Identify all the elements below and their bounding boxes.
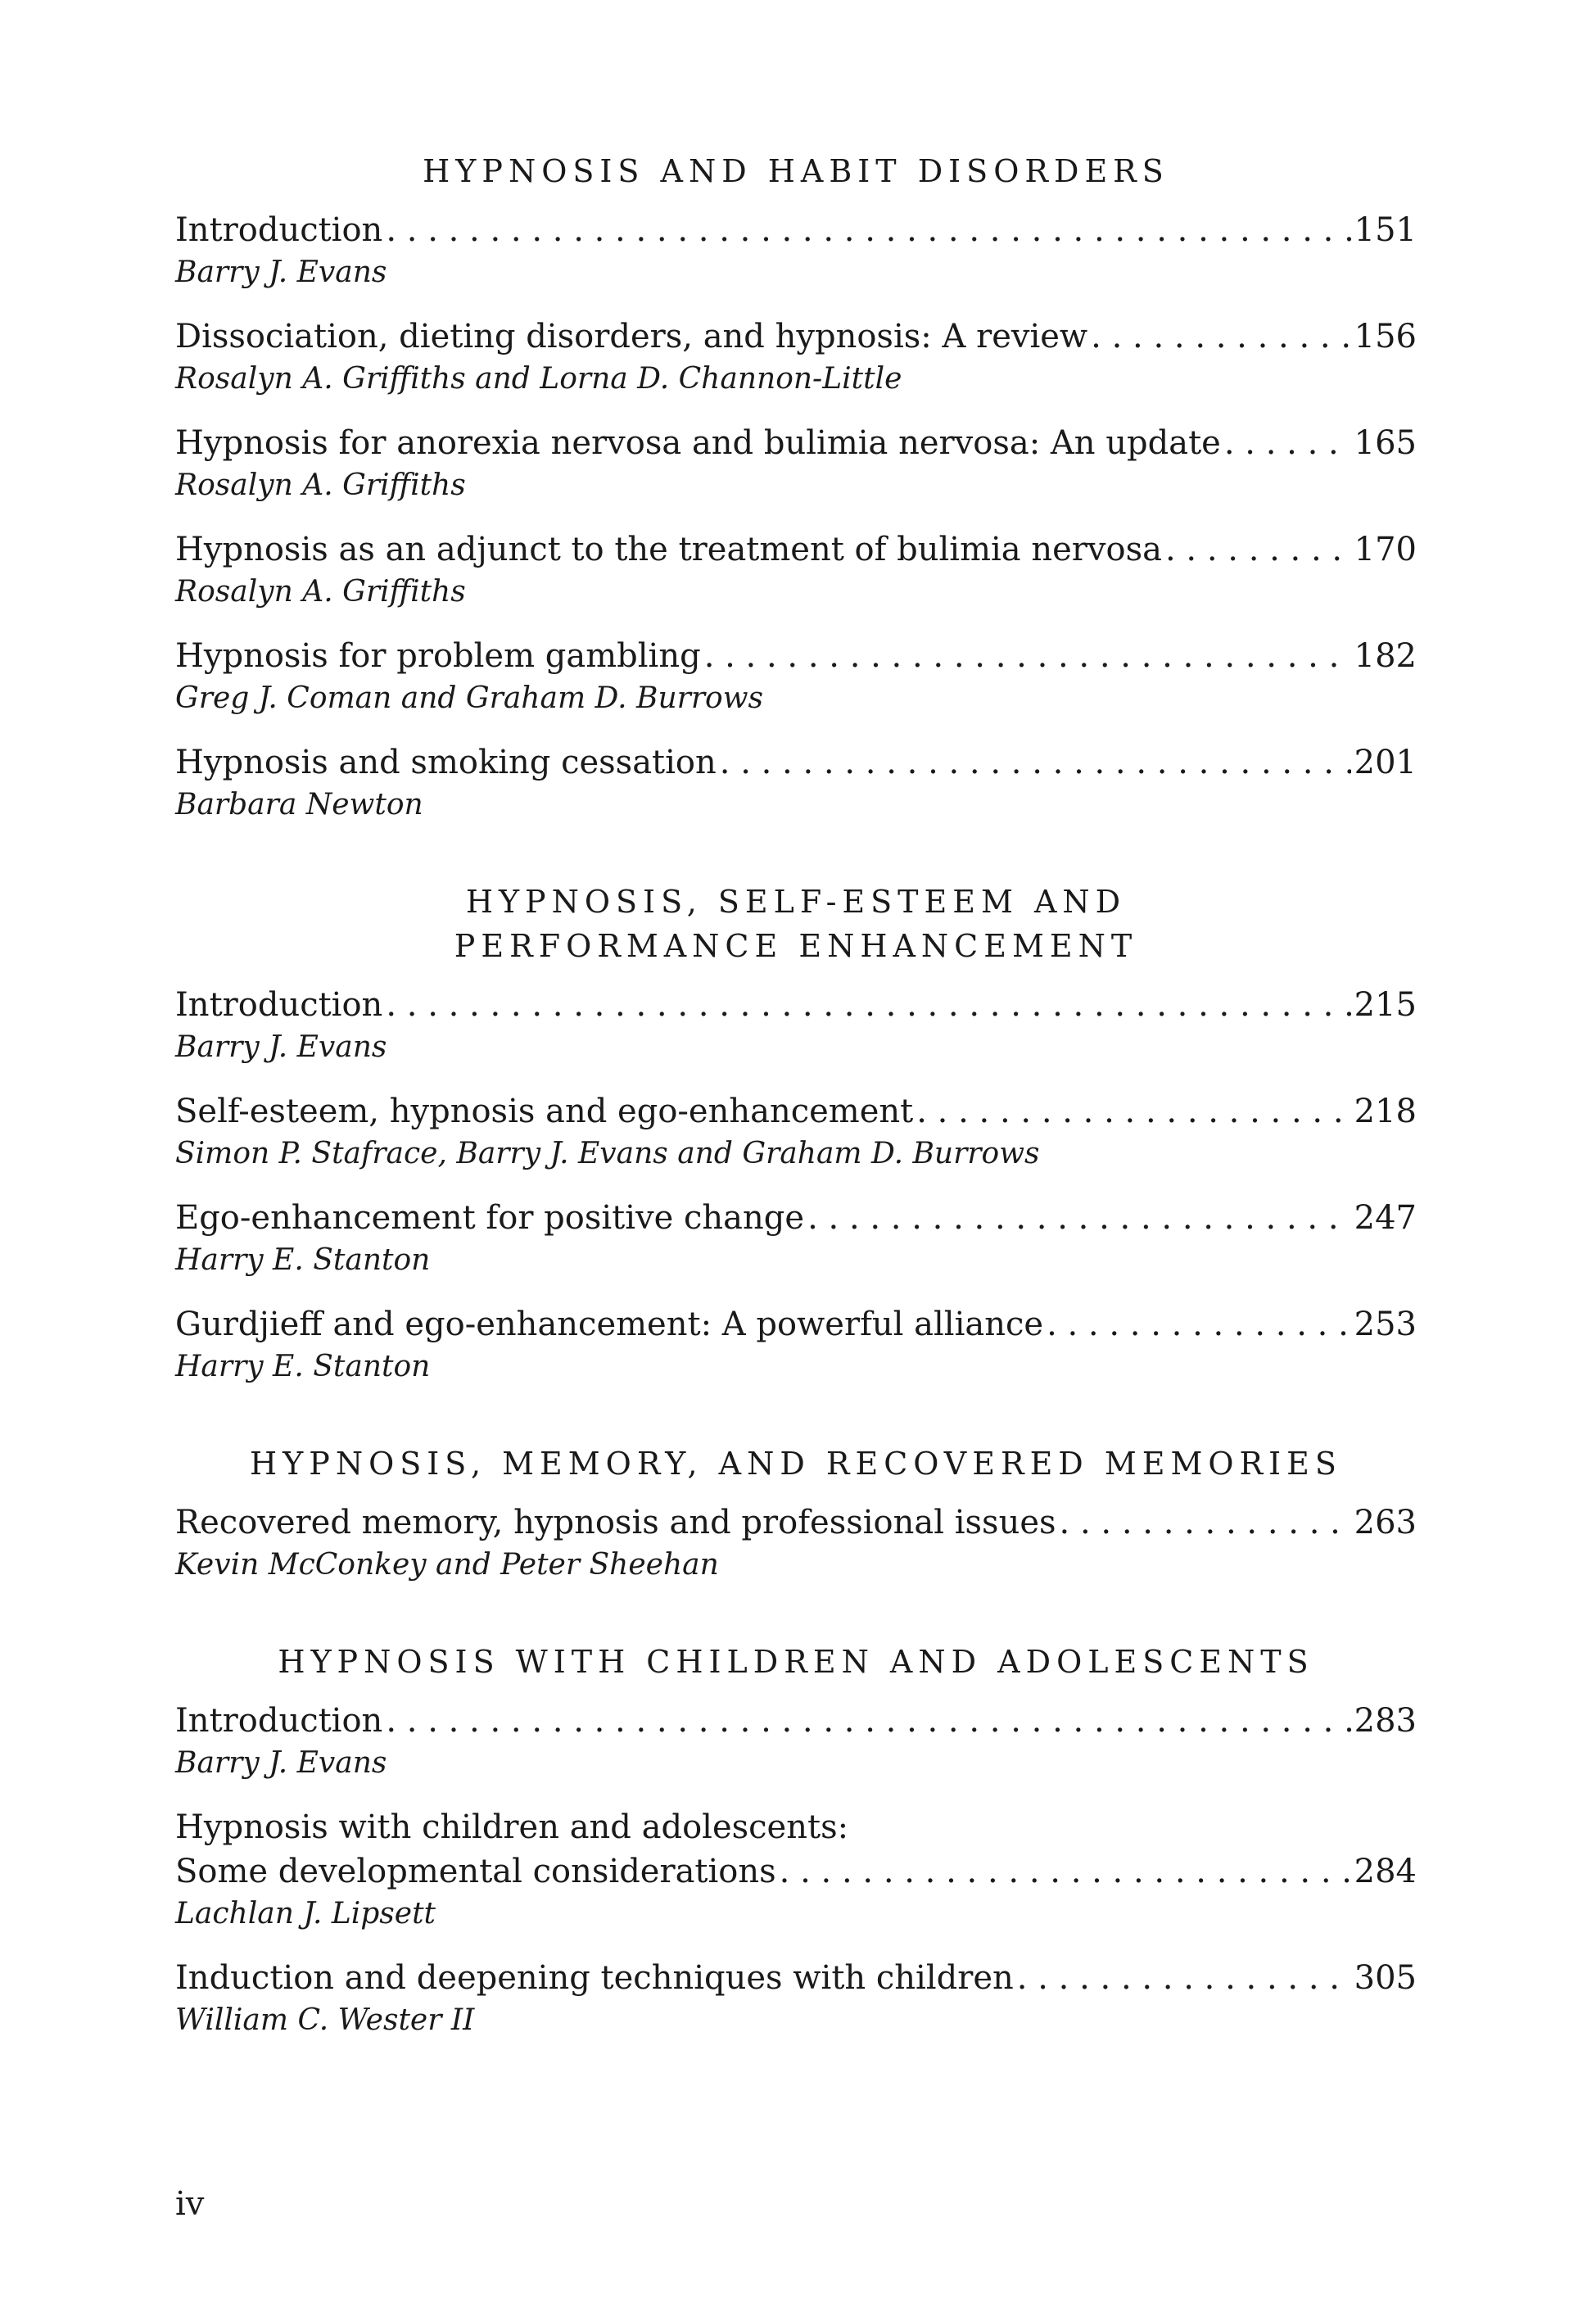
- dot-leader: [1224, 421, 1351, 465]
- toc-entry[interactable]: [175, 1699, 1417, 1784]
- entry-author: Lachlan J. Lipsett: [175, 1897, 436, 1930]
- toc-entry[interactable]: [175, 1302, 1417, 1387]
- entry-page-number: 247: [1354, 1199, 1417, 1237]
- dot-leader: [916, 1089, 1350, 1134]
- toc-entry[interactable]: [175, 1805, 1417, 1935]
- entry-author: William C. Wester II: [175, 2003, 475, 2037]
- entry-title: Induction and deepening techniques with children: [175, 1959, 1014, 1997]
- entry-page-number: 253: [1354, 1306, 1417, 1343]
- dot-leader: [1017, 1956, 1351, 2000]
- dot-leader: [1047, 1302, 1351, 1347]
- table-of-contents: [175, 149, 1417, 2095]
- dot-leader: [386, 208, 1350, 252]
- entry-page-number: 283: [1354, 1702, 1417, 1740]
- entry-title: Self-esteem, hypnosis and ego-enhancement: [175, 1093, 914, 1130]
- entry-title: Some developmental considerations: [175, 1853, 776, 1890]
- section-heading-line: HYPNOSIS, SELF-ESTEEM AND: [465, 884, 1127, 920]
- toc-entry[interactable]: [175, 1089, 1417, 1175]
- entry-author: Simon P. Stafrace, Barry J. Evans and Graham D. Burrows: [175, 1137, 1040, 1170]
- toc-entry[interactable]: [175, 1956, 1417, 2041]
- entry-title-line: Hypnosis with children and adolescents:: [175, 1808, 849, 1846]
- entry-author: Kevin McConkey and Peter Sheehan: [175, 1548, 719, 1582]
- entry-author: Greg J. Coman and Graham D. Burrows: [175, 681, 764, 715]
- entry-title: Introduction: [175, 986, 383, 1024]
- page-folio: iv: [175, 2185, 205, 2223]
- entry-title: Introduction: [175, 211, 383, 249]
- toc-entry[interactable]: [175, 315, 1417, 400]
- toc-section-habit-disorders: [175, 149, 1417, 826]
- dot-leader: [386, 1699, 1350, 1743]
- entry-title: Ego-enhancement for positive change: [175, 1199, 805, 1237]
- toc-entry[interactable]: [175, 1196, 1417, 1281]
- dot-leader: [807, 1196, 1351, 1240]
- entry-title: Hypnosis and smoking cessation: [175, 744, 717, 781]
- entry-author: Barry J. Evans: [175, 256, 387, 289]
- entry-page-number: 201: [1354, 744, 1417, 781]
- dot-leader: [780, 1849, 1351, 1894]
- entry-page-number: 170: [1354, 531, 1417, 568]
- section-heading: HYPNOSIS AND HABIT DISORDERS: [423, 153, 1169, 189]
- entry-page-number: 182: [1354, 637, 1417, 675]
- dot-leader: [720, 740, 1351, 785]
- entry-page-number: 151: [1354, 211, 1417, 249]
- entry-page-number: 215: [1354, 986, 1417, 1024]
- dot-leader: [1091, 315, 1350, 359]
- entry-author: Barry J. Evans: [175, 1746, 387, 1780]
- toc-entry[interactable]: [175, 634, 1417, 719]
- entry-page-number: 165: [1354, 424, 1417, 462]
- entry-title: Recovered memory, hypnosis and professional issues: [175, 1504, 1056, 1541]
- entry-author: Harry E. Stanton: [175, 1350, 431, 1383]
- toc-section-self-esteem: [175, 880, 1417, 1387]
- toc-entry[interactable]: [175, 527, 1417, 613]
- entry-page-number: 156: [1354, 318, 1417, 355]
- section-heading: HYPNOSIS, MEMORY, AND RECOVERED MEMORIES: [250, 1446, 1342, 1482]
- section-heading-line: PERFORMANCE ENHANCEMENT: [454, 928, 1138, 964]
- toc-entry[interactable]: [175, 1500, 1417, 1586]
- section-heading: [175, 880, 1417, 968]
- toc-entry[interactable]: [175, 421, 1417, 506]
- entry-title: Hypnosis for problem gambling: [175, 637, 701, 675]
- entry-author: Harry E. Stanton: [175, 1243, 431, 1277]
- entry-page-number: 263: [1354, 1504, 1417, 1541]
- toc-entry[interactable]: [175, 208, 1417, 293]
- toc-entry[interactable]: [175, 740, 1417, 826]
- entry-author: Rosalyn A. Griffiths: [175, 575, 466, 609]
- entry-author: Barbara Newton: [175, 788, 423, 822]
- entry-page-number: 218: [1354, 1093, 1417, 1130]
- entry-author: Rosalyn A. Griffiths and Lorna D. Channon-Little: [175, 362, 902, 396]
- dot-leader: [1165, 527, 1351, 572]
- entry-title: Introduction: [175, 1702, 383, 1740]
- entry-author: Barry J. Evans: [175, 1030, 387, 1064]
- entry-page-number: 284: [1354, 1853, 1417, 1890]
- dot-leader: [386, 983, 1350, 1027]
- entry-title: Hypnosis as an adjunct to the treatment of bulimia nervosa: [175, 531, 1162, 568]
- section-heading: HYPNOSIS WITH CHILDREN AND ADOLESCENTS: [278, 1644, 1314, 1680]
- toc-section-children: [175, 1640, 1417, 2041]
- entry-author: Rosalyn A. Griffiths: [175, 468, 466, 502]
- entry-title: Dissociation, dieting disorders, and hypnosis: A review: [175, 318, 1088, 355]
- dot-leader: [704, 634, 1351, 678]
- entry-title: Hypnosis for anorexia nervosa and bulimia nervosa: An update: [175, 424, 1221, 462]
- entry-page-number: 305: [1354, 1959, 1417, 1997]
- dot-leader: [1060, 1500, 1351, 1545]
- entry-title: Gurdjieff and ego-enhancement: A powerful alliance: [175, 1306, 1044, 1343]
- toc-section-memory: [175, 1442, 1417, 1586]
- toc-entry[interactable]: [175, 983, 1417, 1068]
